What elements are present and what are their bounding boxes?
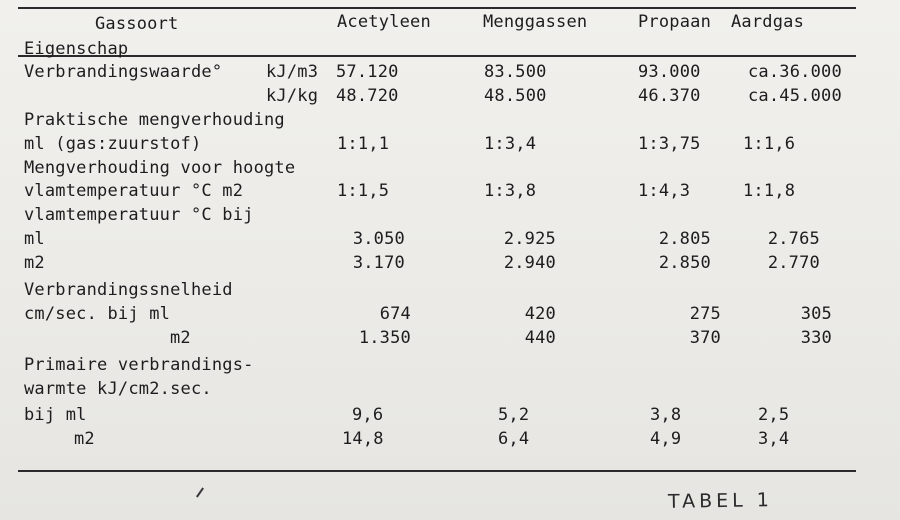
row-label-mengverhouding-hoogte: Mengverhouding voor hoogte	[24, 158, 296, 178]
row-label-ml-gas-zuurstof: ml (gas:zuurstof)	[24, 134, 202, 154]
col-header-acetyleen: Acetyleen	[337, 12, 431, 32]
header-eigenschap: Eigenschap	[24, 39, 129, 59]
snel-m2-acetyleen: 1.350	[358, 328, 411, 348]
snel-ml-menggassen: 420	[524, 304, 556, 324]
prim-m2-acetyleen: 14,8	[342, 429, 384, 449]
prim-m2-menggassen: 6,4	[498, 429, 530, 449]
unit-kj-m3: kJ/m3	[266, 62, 319, 82]
prim-ml-aardgas: 2,5	[758, 405, 790, 425]
vlam-ml-acetyleen: 3.050	[352, 229, 405, 249]
snel-ml-propaan: 275	[689, 304, 721, 324]
unit-kj-kg: kJ/kg	[266, 86, 319, 106]
vlam-m2-menggassen: 2.940	[503, 253, 556, 273]
vlam-ml-menggassen: 2.925	[503, 229, 556, 249]
prim-m2-propaan: 4,9	[650, 429, 682, 449]
verbr-kg-aardgas: ca.45.000	[748, 86, 842, 106]
header-rule	[18, 55, 856, 57]
vlam-m2-aardgas: 2.770	[767, 253, 820, 273]
meng-menggassen: 1:3,4	[484, 134, 537, 154]
snel-m2-propaan: 370	[689, 328, 721, 348]
row-label-verbrandingswaarde: Verbrandingswaarde°	[24, 62, 223, 82]
vlam-m2-acetyleen: 3.170	[352, 253, 405, 273]
bottom-rule	[18, 470, 856, 472]
meng-aardgas: 1:1,6	[743, 134, 796, 154]
col-header-menggassen: Menggassen	[483, 12, 588, 32]
prim-ml-acetyleen: 9,6	[352, 405, 384, 425]
col-header-propaan: Propaan	[638, 12, 712, 32]
hoogte-propaan: 1:4,3	[638, 181, 691, 201]
snel-m2-aardgas: 330	[800, 328, 832, 348]
hoogte-menggassen: 1:3,8	[484, 181, 537, 201]
vlam-ml-propaan: 2.805	[658, 229, 711, 249]
row-label-praktische-mengverhouding: Praktische mengverhouding	[24, 110, 285, 130]
header-gassoort: Gassoort	[95, 14, 179, 34]
verbr-kg-propaan: 46.370	[638, 86, 701, 106]
row-label-prim-ml: bij ml	[24, 405, 87, 425]
verbr-m3-menggassen: 83.500	[484, 62, 547, 82]
prim-ml-menggassen: 5,2	[498, 405, 530, 425]
top-rule	[18, 7, 856, 9]
hoogte-aardgas: 1:1,8	[743, 181, 796, 201]
pen-mark	[196, 487, 204, 497]
snel-ml-acetyleen: 674	[379, 304, 411, 324]
row-label-prim-m2: m2	[74, 429, 95, 449]
prim-ml-propaan: 3,8	[650, 405, 682, 425]
row-label-warmte: warmte kJ/cm2.sec.	[24, 379, 212, 399]
verbr-m3-propaan: 93.000	[638, 62, 701, 82]
snel-ml-aardgas: 305	[800, 304, 832, 324]
meng-acetyleen: 1:1,1	[337, 134, 390, 154]
row-label-snel-m2: m2	[170, 328, 191, 348]
row-label-vlam-m2: m2	[24, 253, 45, 273]
row-label-vlamtemperatuur-bij: vlamtemperatuur °C bij	[24, 205, 254, 225]
table-caption: TABEL 1	[667, 489, 774, 513]
row-label-primaire-verbrandings: Primaire verbrandings-	[24, 355, 254, 375]
vlam-m2-propaan: 2.850	[658, 253, 711, 273]
hoogte-acetyleen: 1:1,5	[337, 181, 390, 201]
verbr-m3-acetyleen: 57.120	[336, 62, 399, 82]
verbr-kg-acetyleen: 48.720	[336, 86, 399, 106]
verbr-m3-aardgas: ca.36.000	[748, 62, 842, 82]
meng-propaan: 1:3,75	[638, 134, 701, 154]
vlam-ml-aardgas: 2.765	[767, 229, 820, 249]
row-label-verbrandingssnelheid: Verbrandingssnelheid	[24, 280, 233, 300]
row-label-vlam-ml: ml	[24, 229, 45, 249]
row-label-vlamtemperatuur-m2: vlamtemperatuur °C m2	[24, 181, 244, 201]
verbr-kg-menggassen: 48.500	[484, 86, 547, 106]
row-label-snel-ml: cm/sec. bij ml	[24, 304, 171, 324]
prim-m2-aardgas: 3,4	[758, 429, 790, 449]
col-header-aardgas: Aardgas	[731, 12, 805, 32]
snel-m2-menggassen: 440	[524, 328, 556, 348]
